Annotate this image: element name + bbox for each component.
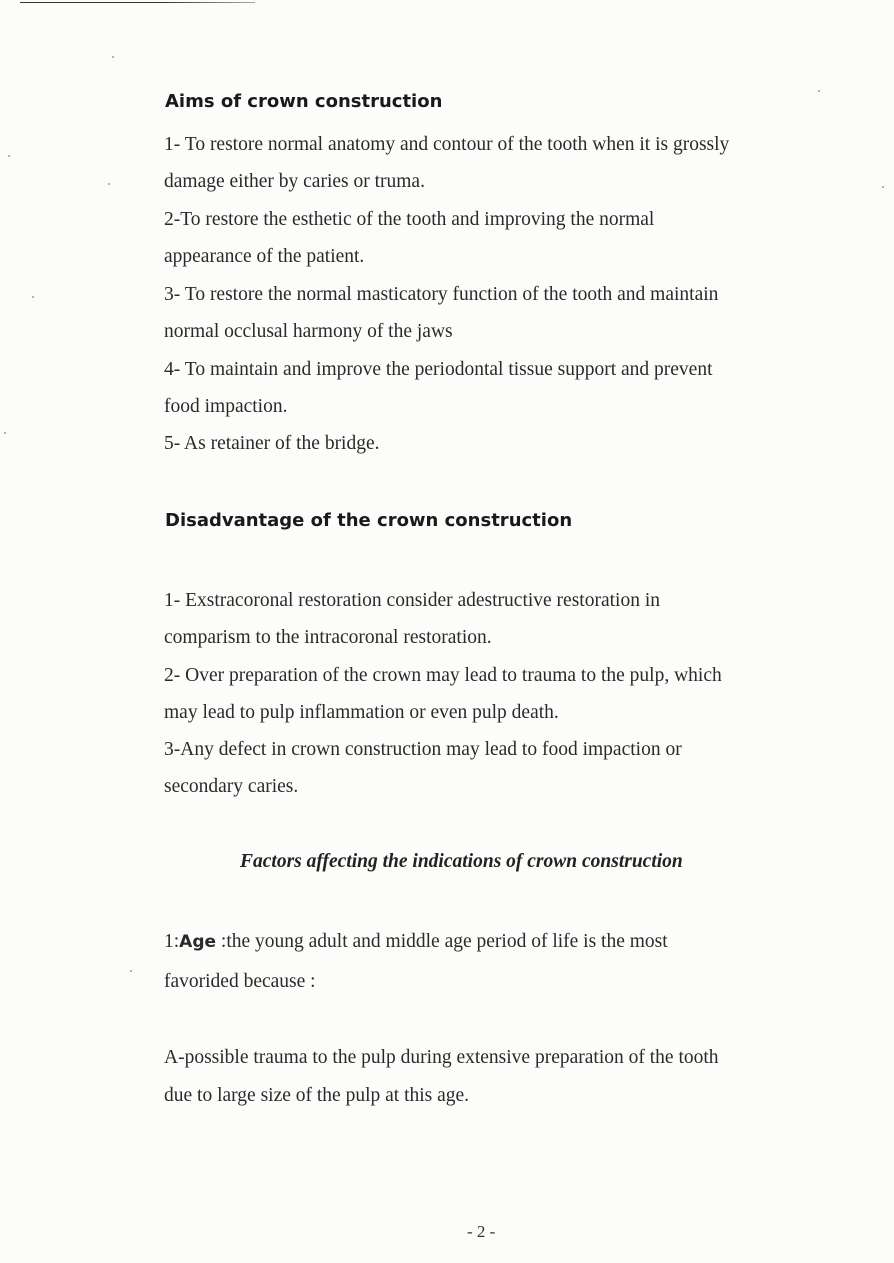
scan-speck	[32, 296, 34, 298]
scan-speck	[4, 432, 6, 434]
scan-speck	[108, 183, 110, 185]
age-line	[164, 930, 668, 954]
aims-line: damage either by caries or truma.	[164, 171, 425, 192]
age-label: Age	[179, 932, 217, 952]
disadvantage-line: may lead to pulp inflammation or even pulp death.	[164, 702, 559, 723]
disadvantage-line: secondary caries.	[164, 776, 299, 797]
disadvantage-line: 3-Any defect in crown construction may lead to food impaction or	[164, 739, 682, 760]
aims-line: 5- As retainer of the bridge.	[164, 433, 380, 454]
point-a-line: A-possible trauma to the pulp during extensive preparation of the tooth	[164, 1047, 719, 1068]
scan-speck	[818, 90, 820, 92]
age-prefix: 1:	[164, 931, 180, 952]
point-a-line: due to large size of the pulp at this age.	[164, 1085, 470, 1106]
age-text: :the young adult and middle age period of life is the most	[216, 931, 668, 952]
aims-heading: Aims of crown construction	[165, 91, 443, 112]
aims-line: food impaction.	[164, 396, 288, 417]
aims-line: appearance of the patient.	[164, 246, 365, 267]
aims-line: normal occlusal harmony of the jaws	[164, 321, 453, 342]
factors-heading: Factors affecting the indications of crown construction	[240, 851, 683, 872]
scan-speck	[8, 155, 10, 157]
disadvantage-line: comparism to the intracoronal restoration.	[164, 627, 492, 648]
scan-speck	[130, 970, 132, 972]
aims-line: 4- To maintain and improve the periodontal tissue support and prevent	[164, 359, 713, 380]
scan-artifact-line	[20, 2, 255, 3]
scan-speck	[112, 56, 114, 58]
disadvantage-line: 2- Over preparation of the crown may lead to trauma to the pulp, which	[164, 665, 722, 686]
aims-line: 1- To restore normal anatomy and contour of the tooth when it is grossly	[164, 134, 730, 155]
age-line-2: favorided because :	[164, 971, 316, 992]
disadvantage-line: 1- Exstracoronal restoration consider adestructive restoration in	[164, 590, 660, 611]
aims-line: 3- To restore the normal masticatory function of the tooth and maintain	[164, 284, 719, 305]
scan-speck	[882, 186, 884, 188]
disadvantage-heading: Disadvantage of the crown construction	[165, 510, 573, 531]
page-number: - 2 -	[467, 1222, 496, 1241]
aims-line: 2-To restore the esthetic of the tooth and improving the normal	[164, 209, 655, 230]
